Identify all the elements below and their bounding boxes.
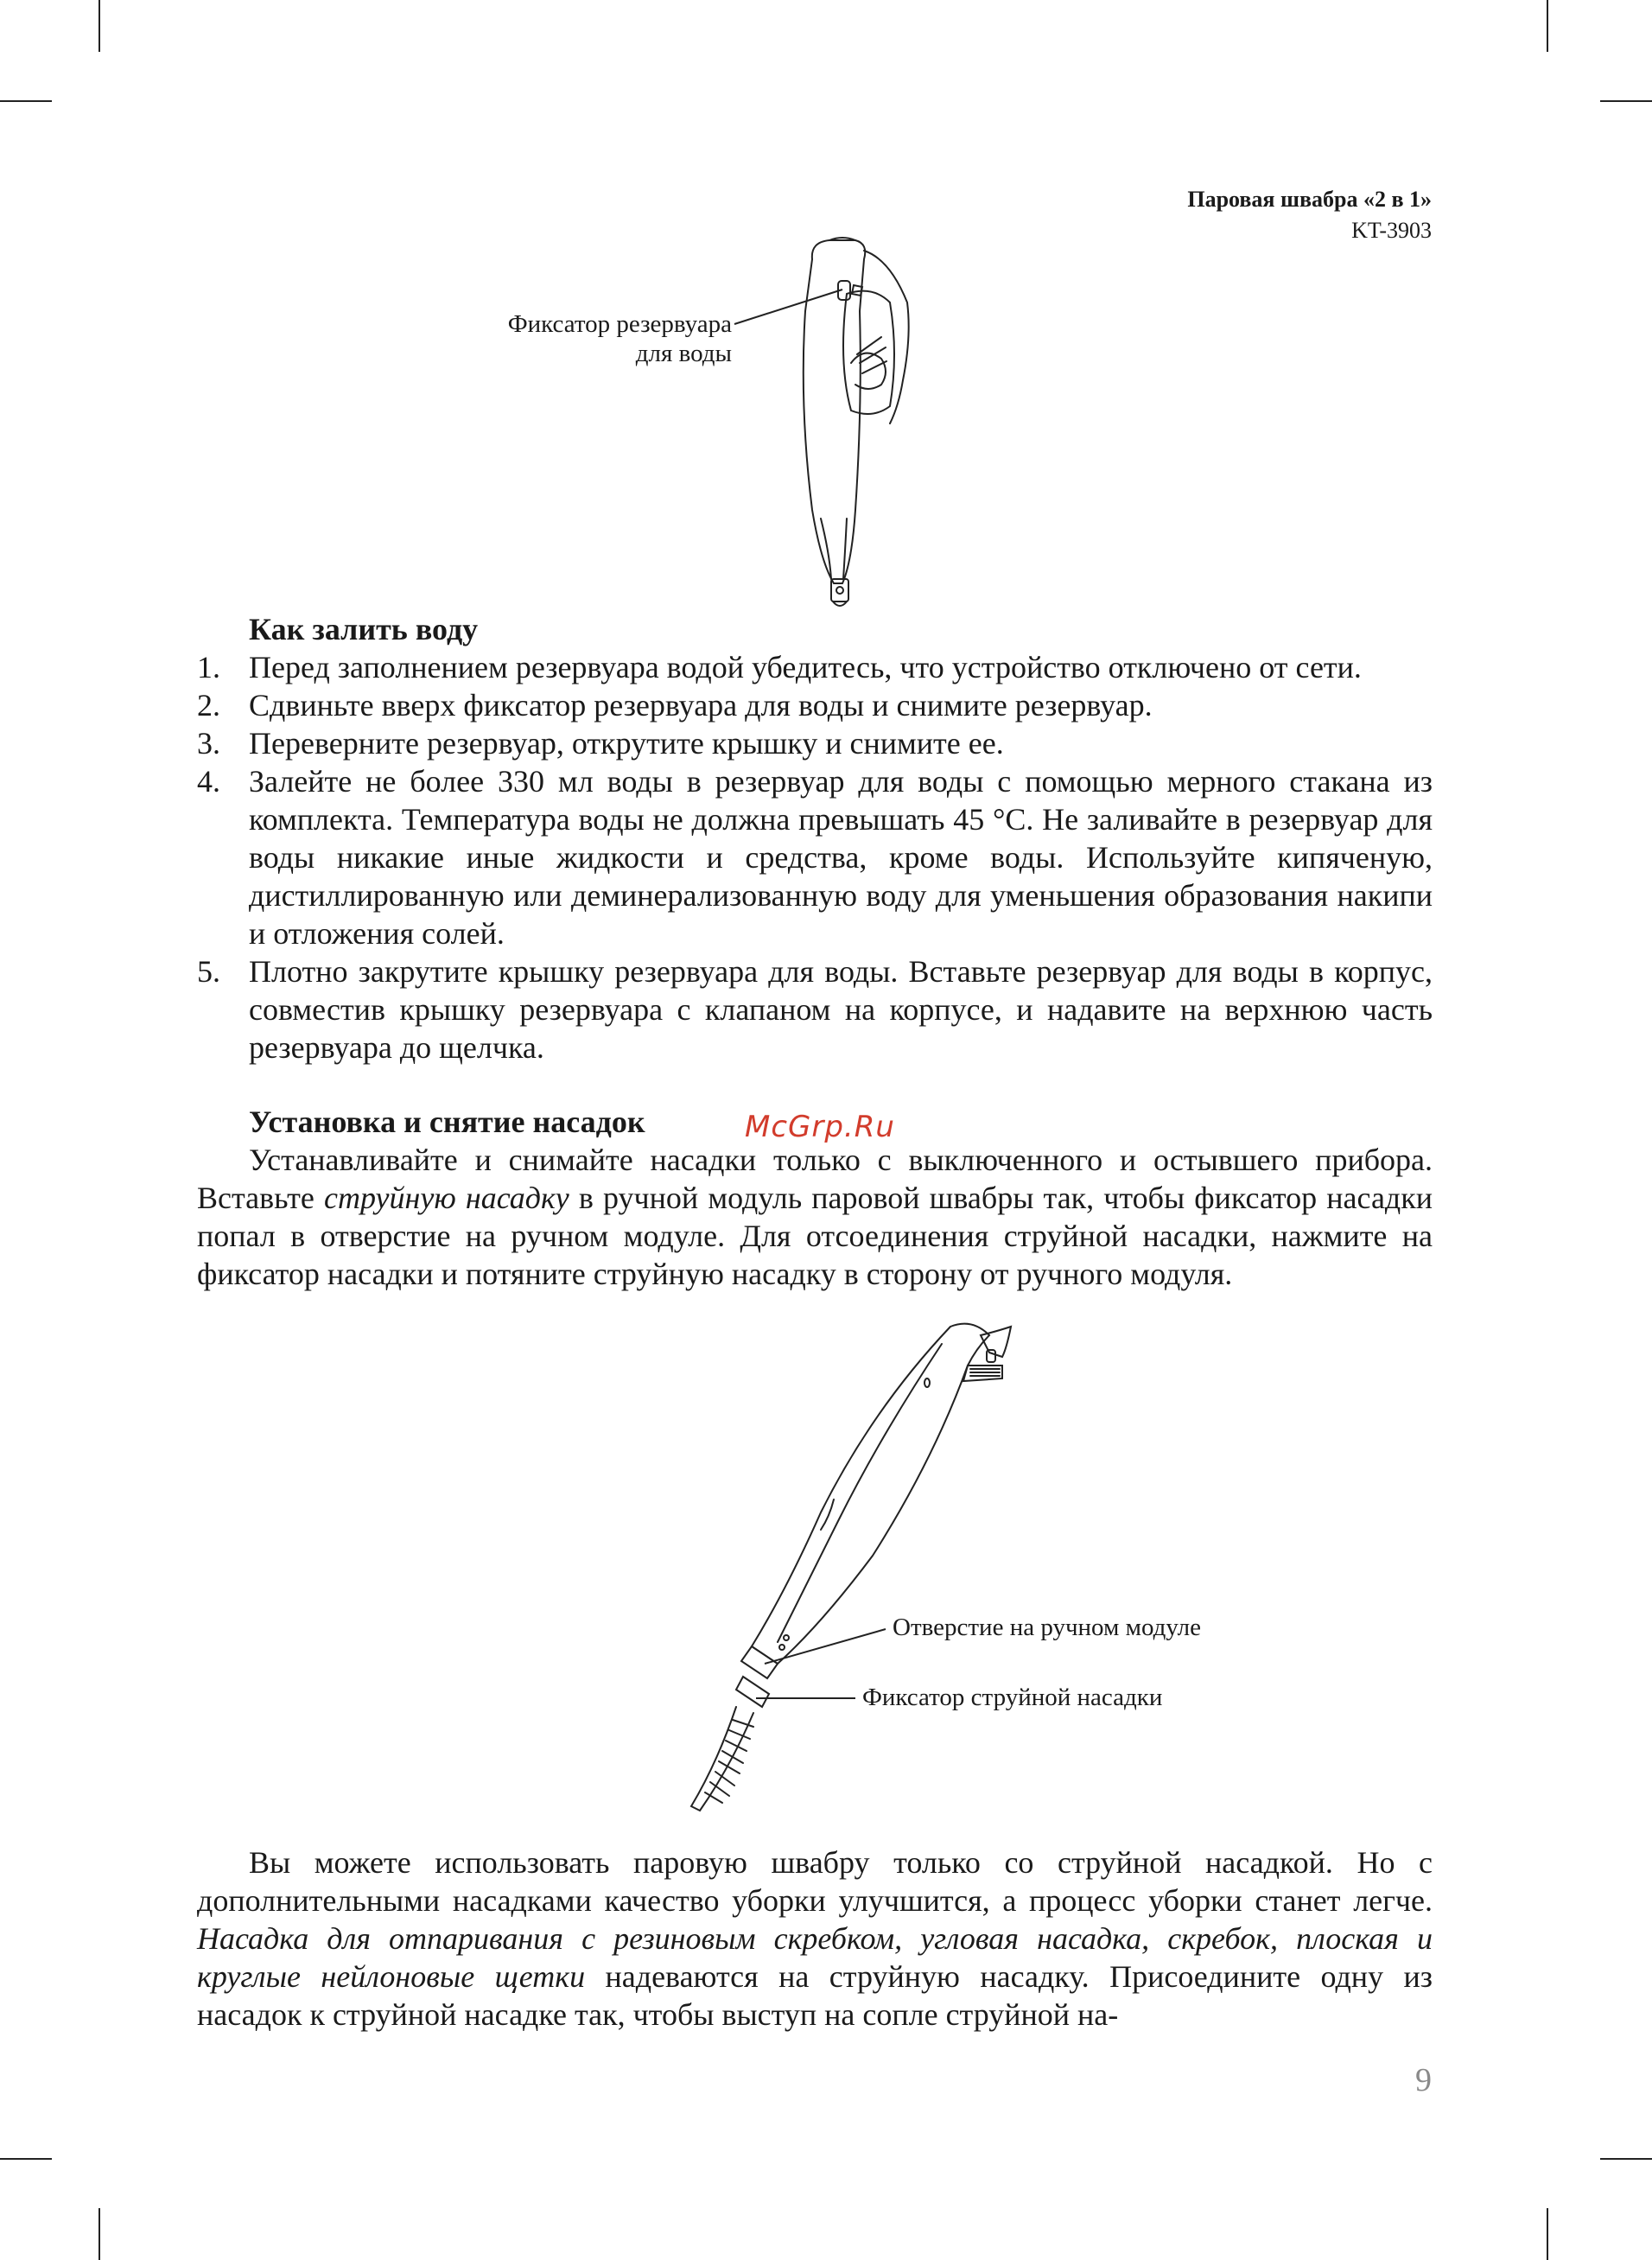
crop-mark bbox=[0, 100, 52, 102]
callout-line bbox=[752, 1690, 860, 1707]
list-item-text: Залейте не более 330 мл воды в резервуар для воды с помощью мерного стакана из комплекта. Температура воды не должна превышать 45 °С. Не заливайте в резервуар для воды никакие иные жидкости и средства, кроме воды. Используйте кипяченую, дистиллированную или деминерализованную воду для уменьшения образования накипи и отложения солей. bbox=[249, 764, 1433, 951]
extra-attachments-paragraph bbox=[197, 1843, 1433, 2034]
list-item bbox=[197, 952, 1433, 1066]
list-item-text: Переверните резервуар, открутите крышку и снимите ее. bbox=[249, 726, 1004, 761]
callout-line bbox=[760, 1616, 890, 1668]
crop-mark bbox=[0, 2158, 52, 2160]
emphasis-text: струйную насадку bbox=[324, 1181, 569, 1215]
body-text-extra bbox=[197, 1843, 1433, 2034]
text-span: надеваются на струйную насадку. Присоедините одну из насадок к струйной насадке так, чтобы выступ на сопле струйной на- bbox=[197, 1959, 1433, 2032]
text-span: в ручной модуль паровой швабры так, чтобы фиксатор насадки попал в отверстие на ручном модуле. Для отсоединения струйной насадки, нажмите на фиксатор насадки и потяните струйную насадку в сторону от ручного модуля. bbox=[197, 1181, 1433, 1291]
watermark: McGrp.Ru bbox=[745, 1110, 895, 1144]
model-number: KT-3903 bbox=[1351, 218, 1432, 243]
list-item bbox=[197, 648, 1433, 686]
nozzle-latch-label: Фиксатор струйной насадки bbox=[862, 1684, 1163, 1711]
text-span: Вы можете использовать паровую швабру только со струйной насадкой. Но с дополнительными насадками качество уборки улучшится, а процесс уборки станет легче. bbox=[197, 1845, 1433, 1918]
section-heading-attachments: Установка и снятие насадок bbox=[249, 1105, 645, 1139]
list-item bbox=[197, 724, 1433, 762]
crop-mark bbox=[1547, 0, 1548, 52]
page-header bbox=[1187, 184, 1432, 246]
crop-mark bbox=[1600, 100, 1652, 102]
list-item-text: Сдвиньте вверх фиксатор резервуара для воды и снимите резервуар. bbox=[249, 688, 1153, 723]
callout-line bbox=[726, 285, 847, 328]
body-text-attachments bbox=[197, 1103, 1433, 1293]
text-span: Устанавливайте и снимайте насадки только с выключенного и остывшего прибора. Вставьте bbox=[197, 1143, 1433, 1215]
page-number: 9 bbox=[1415, 2062, 1432, 2098]
hole-label: Отверстие на ручном модуле bbox=[893, 1614, 1201, 1641]
body-text bbox=[197, 610, 1433, 1066]
reservoir-latch-label bbox=[508, 309, 732, 368]
section-heading-fill-water: Как залить воду bbox=[249, 612, 479, 646]
reservoir-latch-label-line2: для воды bbox=[635, 340, 732, 367]
crop-mark bbox=[1600, 2158, 1652, 2160]
crop-mark bbox=[1547, 2208, 1548, 2260]
attachments-paragraph bbox=[197, 1141, 1433, 1293]
list-item-number: 5. bbox=[197, 954, 220, 989]
list-item-number: 1. bbox=[197, 650, 220, 684]
list-item-number: 4. bbox=[197, 764, 220, 799]
list-item-text: Плотно закрутите крышку резервуара для воды. Вставьте резервуар для воды в корпус, совместив крышку резервуара с клапаном на корпусе, и надавите на верхнюю часть резервуара до щелчка. bbox=[249, 954, 1433, 1065]
list-item-number: 2. bbox=[197, 688, 220, 723]
list-item bbox=[197, 686, 1433, 724]
product-title: Паровая швабра «2 в 1» bbox=[1187, 187, 1432, 212]
list-item bbox=[197, 762, 1433, 952]
emphasis-text: Насадка для отпаривания с резиновым скребком, угловая насадка, скребок, плоская и круглые нейлоновые щетки bbox=[197, 1921, 1433, 1994]
crop-mark bbox=[98, 0, 100, 52]
list-item-text: Перед заполнением резервуара водой убедитесь, что устройство отключено от сети. bbox=[249, 650, 1362, 684]
list-item-number: 3. bbox=[197, 726, 220, 761]
hand-module-nozzle-illustration bbox=[657, 1314, 1037, 1815]
crop-mark bbox=[98, 2208, 100, 2260]
reservoir-latch-label-line1: Фиксатор резервуара bbox=[507, 310, 732, 338]
fill-water-steps bbox=[197, 648, 1433, 1066]
